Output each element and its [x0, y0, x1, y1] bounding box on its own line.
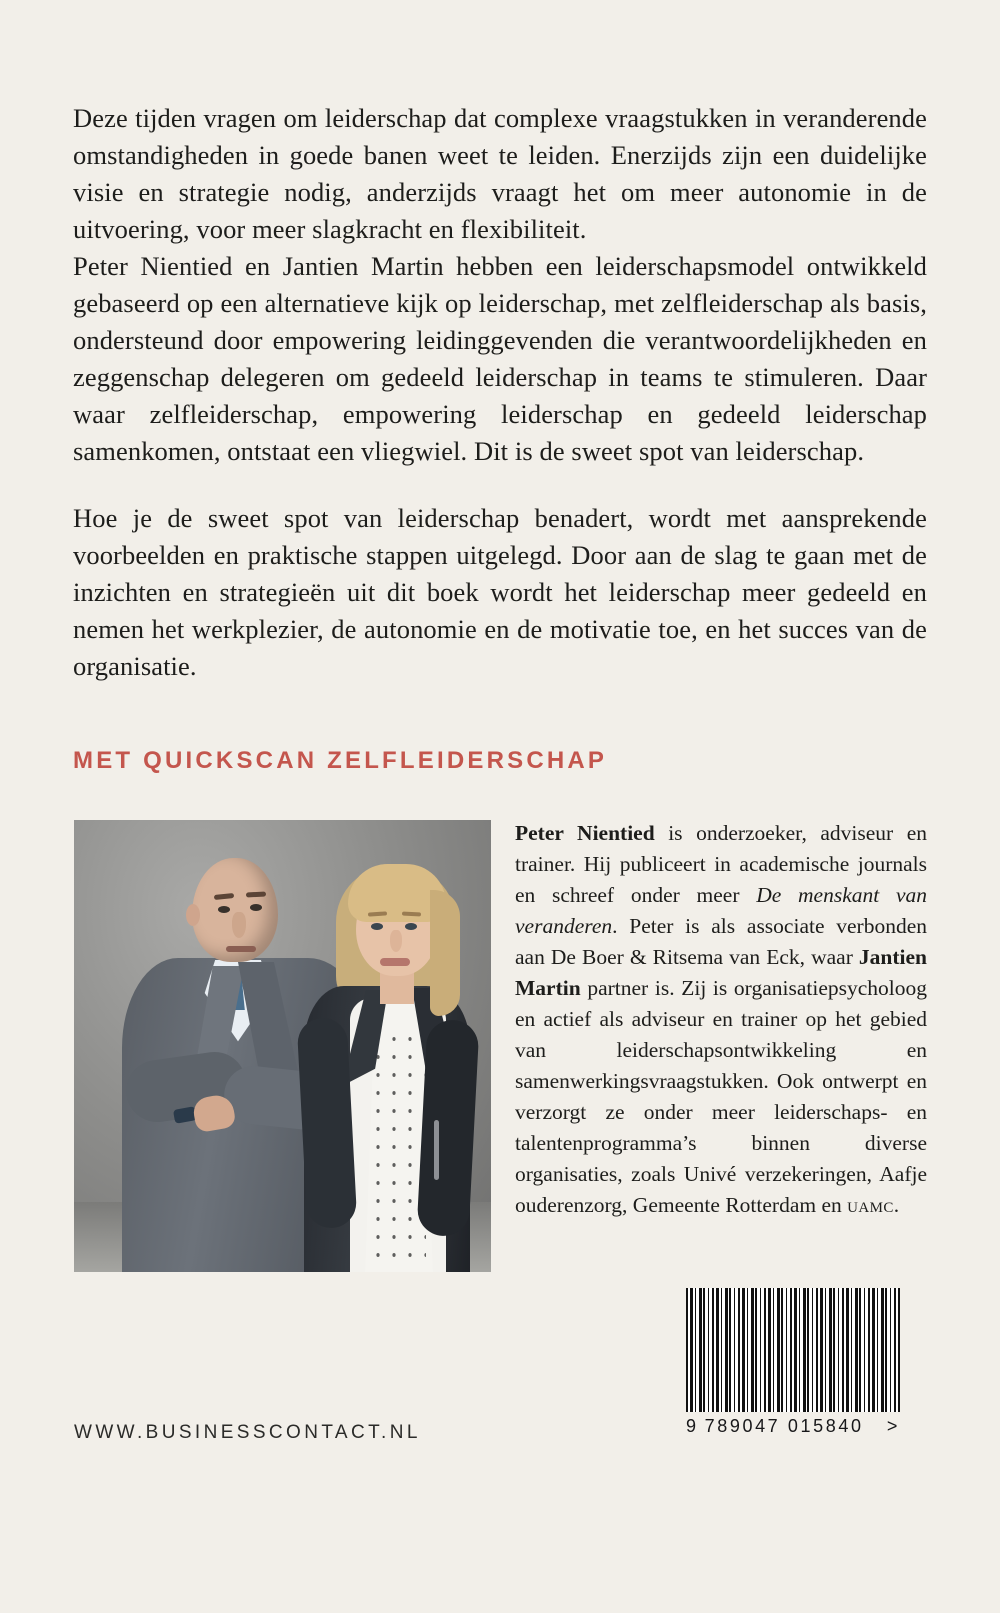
woman-eye-right: [405, 923, 417, 930]
man-eye-left: [218, 906, 230, 913]
blurb-paragraph-3: Hoe je de sweet spot van leiderschap benadert, wordt met aansprekende voorbeelden en praktische stappen uitgelegd. Door aan de slag te gaan met de inzichten en strategieën uit dit boek wordt het leiderschap meer gedeeld en nemen het werkplezier, de autonomie en de motivatie toe, en het succes van de organisatie.: [73, 503, 927, 681]
author-bio: [515, 818, 927, 1221]
bio-segment-4: .: [893, 1193, 900, 1217]
authors-photo: [74, 820, 491, 1272]
woman-blouse-dots: [370, 1030, 426, 1270]
publisher-website[interactable]: WWW.BUSINESSCONTACT.NL: [74, 1422, 421, 1443]
referenced-book-title: De menskant van veranderen: [515, 883, 927, 938]
woman-eye-left: [371, 923, 383, 930]
barcode-digits-main: 789047 015840: [704, 1416, 864, 1436]
man-mouth: [226, 946, 256, 952]
bio-segment-3: partner is. Zij is organisatiepsycholoog en actief als adviseur en trainer op het gebied van leiderschapsontwikkeling en samenwerkingsvraagstukken. Ook ontwerpt en verzorgt ze onder meer leiderschaps- en talentenprogramma’s binnen diverse organisaties, zoals Univé verzekeringen, Aafje ouderenzorg, Gemeente Rotterdam en: [515, 976, 927, 1217]
blurb-paragraph-1: Deze tijden vragen om leiderschap dat complexe vraagstukken in veranderende omstandigheden in goede banen weet te leiden. Enerzijds zijn een duidelijke visie en strategie nodig, anderzijds vraagt het om meer autonomie in de uitvoering, voor meer slagkracht en flexibiliteit.: [73, 103, 927, 244]
woman-mouth: [380, 958, 410, 966]
man-eye-right: [250, 904, 262, 911]
barcode-lead-digit: 9: [686, 1416, 699, 1436]
woman-nose: [390, 930, 402, 952]
blurb-text: [73, 100, 927, 685]
blurb-paragraph-2: Peter Nientied en Jantien Martin hebben een leiderschapsmodel ontwikkeld gebaseerd op een alternatieve kijk op leiderschap, met zelfleiderschap als basis, ondersteund door empowering leidinggevenden die verantwoordelijkheden en zeggenschap delegeren om gedeeld leiderschap in teams te stimuleren. Daar waar zelfleiderschap, empowering leiderschap en gedeeld leiderschap samenkomen, ontstaat een vliegwiel. Dit is de sweet spot van leiderschap.: [73, 251, 927, 466]
author-name-peter: Peter Nientied: [515, 821, 655, 845]
woman-zipper: [434, 1120, 439, 1180]
barcode-tail-symbol: >: [886, 1416, 900, 1436]
author-name-jantien: Jantien Martin: [515, 945, 927, 1000]
man-ear: [186, 904, 200, 926]
woman-hair-strand: [430, 890, 460, 1016]
institution-abbreviation: uamc: [847, 1193, 894, 1217]
barcode-bars: [686, 1288, 900, 1412]
barcode: [686, 1288, 900, 1437]
quickscan-tagline: MET QUICKSCAN ZELFLEIDERSCHAP: [73, 747, 608, 774]
barcode-number: [686, 1416, 900, 1437]
bio-segment-2: . Peter is als associate verbonden aan De Boer & Ritsema van Eck, waar: [515, 914, 927, 969]
man-nose: [232, 912, 246, 938]
bio-segment-1: is onderzoeker, adviseur en trainer. Hij publiceert in academische journals en schreef onder meer: [515, 821, 927, 907]
man-eyebrow-right: [246, 891, 266, 897]
